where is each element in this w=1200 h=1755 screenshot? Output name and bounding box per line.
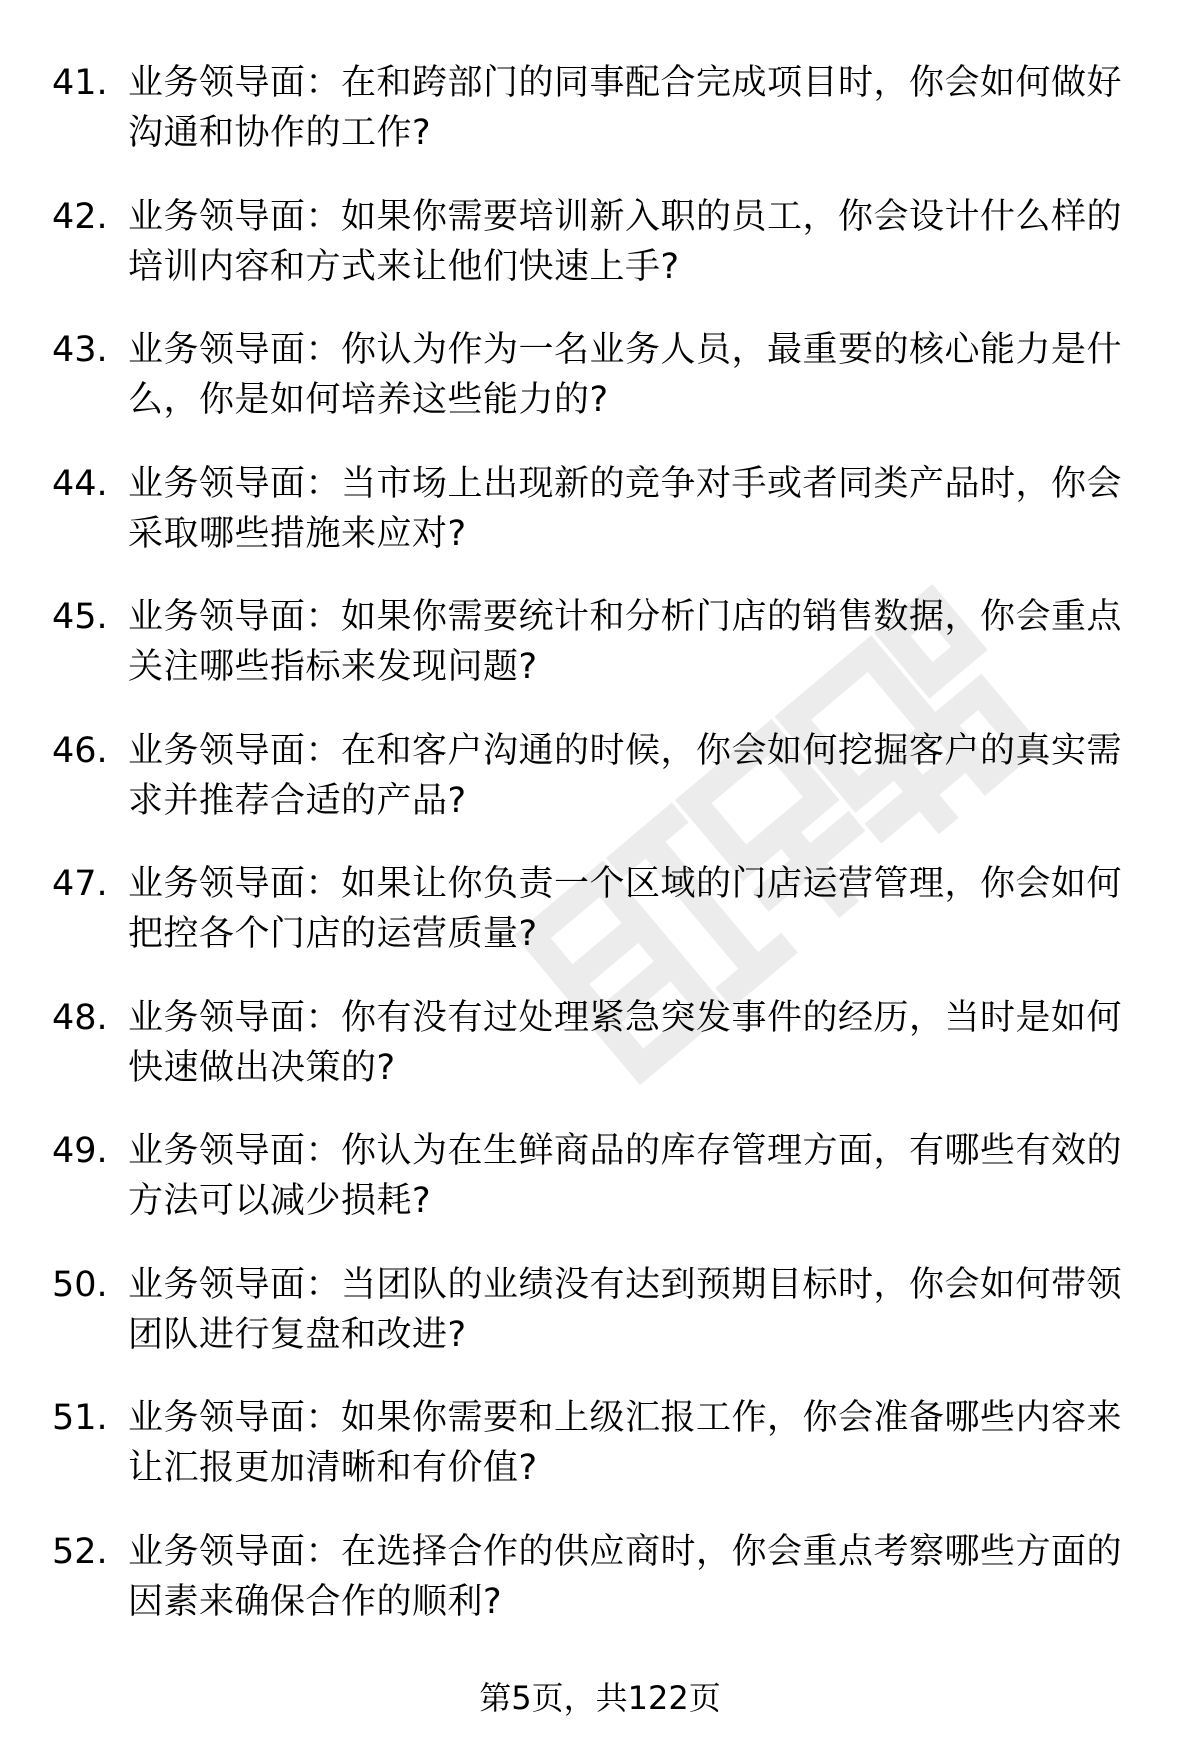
question-item [52, 726, 1152, 860]
question-number: 52. [52, 1531, 108, 1572]
question-number: 50. [52, 1264, 108, 1305]
question-text: 业务领导面：在和跨部门的同事配合完成项目时，你会如何做好沟通和协作的工作? [128, 63, 1123, 153]
question-number: 46. [52, 730, 108, 771]
question-number: 45. [52, 597, 108, 637]
question-text: 业务领导面：如果你需要统计和分析门店的销售数据，你会重点关注哪些指标来发现问题? [128, 597, 1123, 687]
question-text: 业务领导面：在和客户沟通的时候，你会如何挖掘客户的真实需求并推荐合适的产品? [128, 730, 1123, 821]
question-number: 44. [52, 463, 108, 504]
question-item [52, 459, 1152, 593]
question-number: 49. [52, 1131, 108, 1171]
question-text: 业务领导面：如果你需要培训新入职的员工，你会设计什么样的培训内容和方式来让他们快速上手? [128, 196, 1123, 287]
question-item [52, 1126, 1152, 1260]
question-text: 业务领导面：你认为作为一名业务人员，最重要的核心能力是什么，你是如何培养这些能力的? [128, 330, 1123, 420]
question-item [52, 1260, 1152, 1394]
question-number: 48. [52, 997, 108, 1038]
question-item [52, 993, 1152, 1127]
question-item [52, 1393, 1152, 1527]
question-item [52, 58, 1152, 192]
question-item [52, 1527, 1152, 1661]
question-text: 业务领导面：如果让你负责一个区域的门店运营管理，你会如何把控各个门店的运营质量? [128, 864, 1123, 954]
question-text: 业务领导面：当市场上出现新的竞争对手或者同类产品时，你会采取哪些措施来应对? [128, 463, 1123, 554]
question-text: 业务领导面：你认为在生鲜商品的库存管理方面，有哪些有效的方法可以减少损耗? [128, 1131, 1123, 1221]
question-item [52, 325, 1152, 459]
question-number: 47. [52, 864, 108, 904]
question-text: 业务领导面：在选择合作的供应商时，你会重点考察哪些方面的因素来确保合作的顺利? [128, 1531, 1123, 1622]
question-text: 业务领导面：当团队的业绩没有达到预期目标时，你会如何带领团队进行复盘和改进? [128, 1264, 1123, 1355]
question-list [52, 58, 1152, 1660]
question-number: 43. [52, 330, 108, 370]
page-footer: 第5页，共122页 [479, 1679, 721, 1717]
question-number: 42. [52, 196, 108, 237]
question-text: 业务领导面：如果你需要和上级汇报工作，你会准备哪些内容来让汇报更加清晰和有价值? [128, 1398, 1123, 1488]
question-item [52, 859, 1152, 993]
question-item [52, 592, 1152, 726]
question-number: 51. [52, 1398, 108, 1438]
question-text: 业务领导面：你有没有过处理紧急突发事件的经历，当时是如何快速做出决策的? [128, 997, 1123, 1088]
question-number: 41. [52, 63, 108, 103]
question-item [52, 192, 1152, 326]
